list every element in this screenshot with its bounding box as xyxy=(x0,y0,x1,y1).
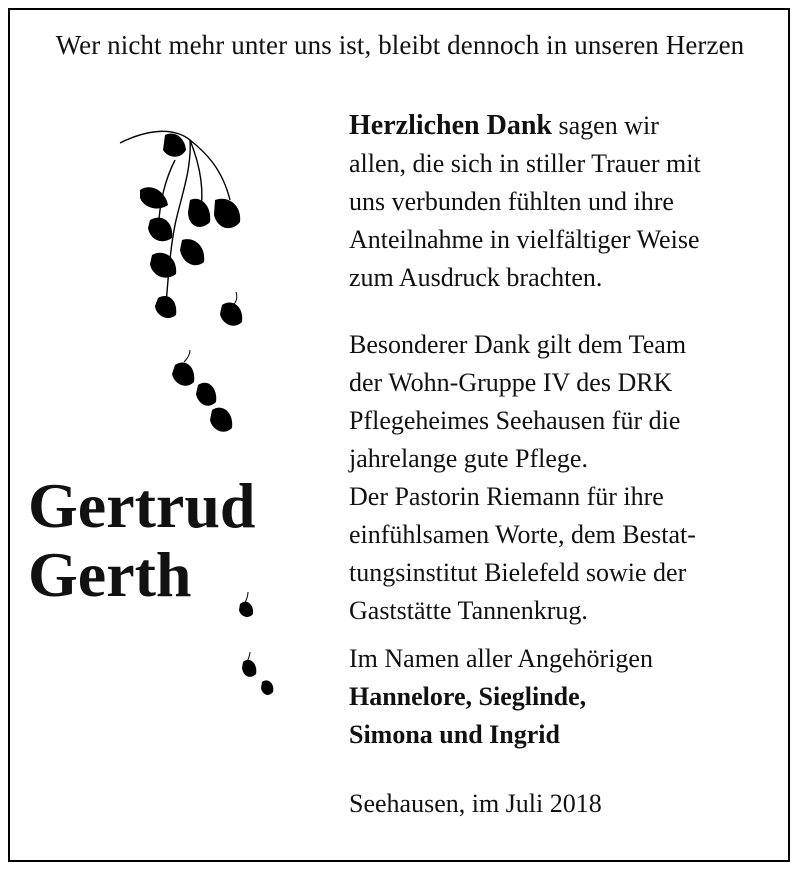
leaf-cluster xyxy=(140,133,273,694)
branch-stems xyxy=(120,131,230,305)
special-line: der Wohn-Gruppe IV des DRK xyxy=(349,368,673,397)
thanks-line: allen, die sich in stiller Trauer mit xyxy=(349,149,701,178)
special-line: Gaststätte Tannenkrug. xyxy=(349,596,588,625)
deceased-first-name: Gertrud xyxy=(28,470,256,541)
signature-names: Simona und Ingrid xyxy=(349,720,560,749)
special-line: tungsinstitut Bielefeld sowie der xyxy=(349,558,687,587)
thanks-line: zum Ausdruck brachten. xyxy=(349,263,603,292)
thanks-line: uns verbunden fühlten und ihre xyxy=(349,187,674,216)
place-date: Seehausen, im Juli 2018 xyxy=(349,789,602,818)
thanks-lead: Herzlichen Dank xyxy=(349,110,552,141)
special-line: einfühlsamen Worte, dem Bestat- xyxy=(349,520,696,549)
special-thanks-paragraph xyxy=(349,326,757,630)
thanks-paragraph xyxy=(349,107,757,297)
birch-leaves-icon xyxy=(0,0,340,720)
special-line: jahrelange gute Pflege. xyxy=(349,444,588,473)
signature-block xyxy=(349,640,757,754)
thanks-line: sagen wir xyxy=(552,111,659,140)
special-line: Pflegeheimes Seehausen für die xyxy=(349,406,681,435)
special-line: Besonderer Dank gilt dem Team xyxy=(349,330,687,359)
thanks-line: Anteilnahme in vielfältiger Weise xyxy=(349,225,700,254)
special-line: Der Pastorin Riemann für ihre xyxy=(349,482,664,511)
headline: Wer nicht mehr unter uns ist, bleibt dennoch in unseren Herzen xyxy=(55,30,745,60)
deceased-last-name: Gerth xyxy=(28,539,192,610)
signature-intro: Im Namen aller Angehörigen xyxy=(349,644,653,673)
signature-names: Hannelore, Sieglinde, xyxy=(349,682,587,711)
